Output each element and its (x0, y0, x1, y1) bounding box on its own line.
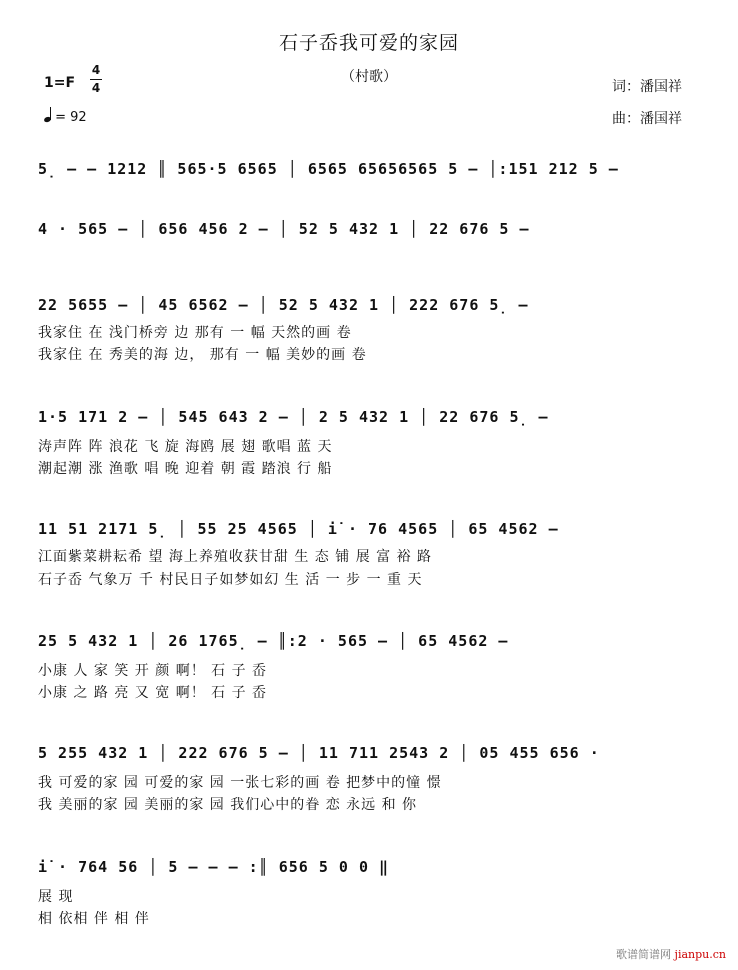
notation-line: 25 5 432 1 │ 26 1765̣ – ║:2 · 565 – │ 65 4562 – (38, 632, 509, 650)
notation-line: 11 51 2171 5̣ │ 55 25 4565 │ i̇ · 76 4565 │ 65 4562 – (38, 520, 559, 538)
music-system-5 (0, 520, 738, 610)
lyric-verse-2: 我 美丽的家 园 美丽的家 园 我们心中的眷 恋 永远 和 你 (38, 797, 418, 813)
notation-line: i̇ · 764 56 │ 5 – – – :║ 656 5 0 0 ‖ (38, 858, 390, 876)
time-signature-rule (90, 79, 102, 80)
quarter-note-icon (43, 116, 51, 123)
lyric-verse-2: 潮起潮 涨 渔歌 唱 晚 迎着 朝 霞 踏浪 行 船 (38, 461, 333, 477)
watermark (616, 946, 726, 962)
lyric-verse-1: 小康 人 家 笑 开 颜 啊！ 石 子 岙 (38, 663, 268, 679)
watermark-domain: jianpu.cn (674, 948, 726, 961)
song-title: 石子岙我可爱的家园 (278, 32, 459, 54)
notation-line: 5 255 432 1 │ 222 676 5 – │ 11 711 2543 2 │ 05 455 656 · (38, 744, 600, 762)
notation-line: 4 · 565 – │ 656 456 2 – │ 52 5 432 1 │ 22 676 5 – (38, 220, 530, 238)
music-system-8 (0, 858, 738, 948)
lyric-verse-1: 涛声阵 阵 浪花 飞 旋 海鸥 展 翅 歌唱 蓝 天 (38, 439, 333, 455)
time-signature (90, 63, 102, 96)
music-system-3 (0, 296, 738, 386)
tempo-value: = 92 (55, 110, 87, 125)
watermark-site-name: 歌谱简谱网 (616, 948, 672, 961)
notation-line: 5̣ – – 1212 ║ 565·5 6565 │ 6565 65656565 5 – │:151 212 5 – (38, 160, 619, 178)
music-system-7 (0, 744, 738, 834)
notation-line: 1·5 171 2 – │ 545 643 2 – │ 2 5 432 1 │ 22 676 5̣ – (38, 408, 549, 426)
lyric-verse-1: 展 现 (38, 889, 74, 905)
lyricist: 词：潘国祥 (612, 79, 682, 95)
lyric-verse-1: 我 可爱的家 园 可爱的家 园 一张七彩的画 卷 把梦中的憧 憬 (38, 775, 442, 791)
lyric-verse-1: 江面紫菜耕耘希 望 海上养殖收获甘甜 生 态 铺 展 富 裕 路 (38, 549, 433, 565)
time-signature-top: 4 (91, 63, 101, 77)
composer: 曲：潘国祥 (612, 111, 682, 127)
lyric-verse-2: 石子岙 气象万 千 村民日子如梦如幻 生 活 一 步 一 重 天 (38, 572, 423, 588)
song-subtitle: （村歌） (341, 69, 397, 85)
lyric-verse-2: 小康 之 路 亮 又 宽 啊！ 石 子 岙 (38, 685, 268, 701)
notation-line: 22 5655 – │ 45 6562 – │ 52 5 432 1 │ 222 676 5̣ – (38, 296, 529, 314)
music-system-6 (0, 632, 738, 722)
lyric-verse-2: 相 依相 伴 相 伴 (38, 911, 150, 927)
time-signature-bottom: 4 (91, 81, 101, 95)
music-system-4 (0, 408, 738, 498)
key-signature: 1=F (44, 75, 76, 91)
tempo-marking (44, 107, 87, 125)
lyric-verse-2: 我家住 在 秀美的海 边， 那有 一 幅 美妙的画 卷 (38, 347, 367, 363)
lyric-verse-1: 我家住 在 浅门桥旁 边 那有 一 幅 天然的画 卷 (38, 325, 352, 341)
